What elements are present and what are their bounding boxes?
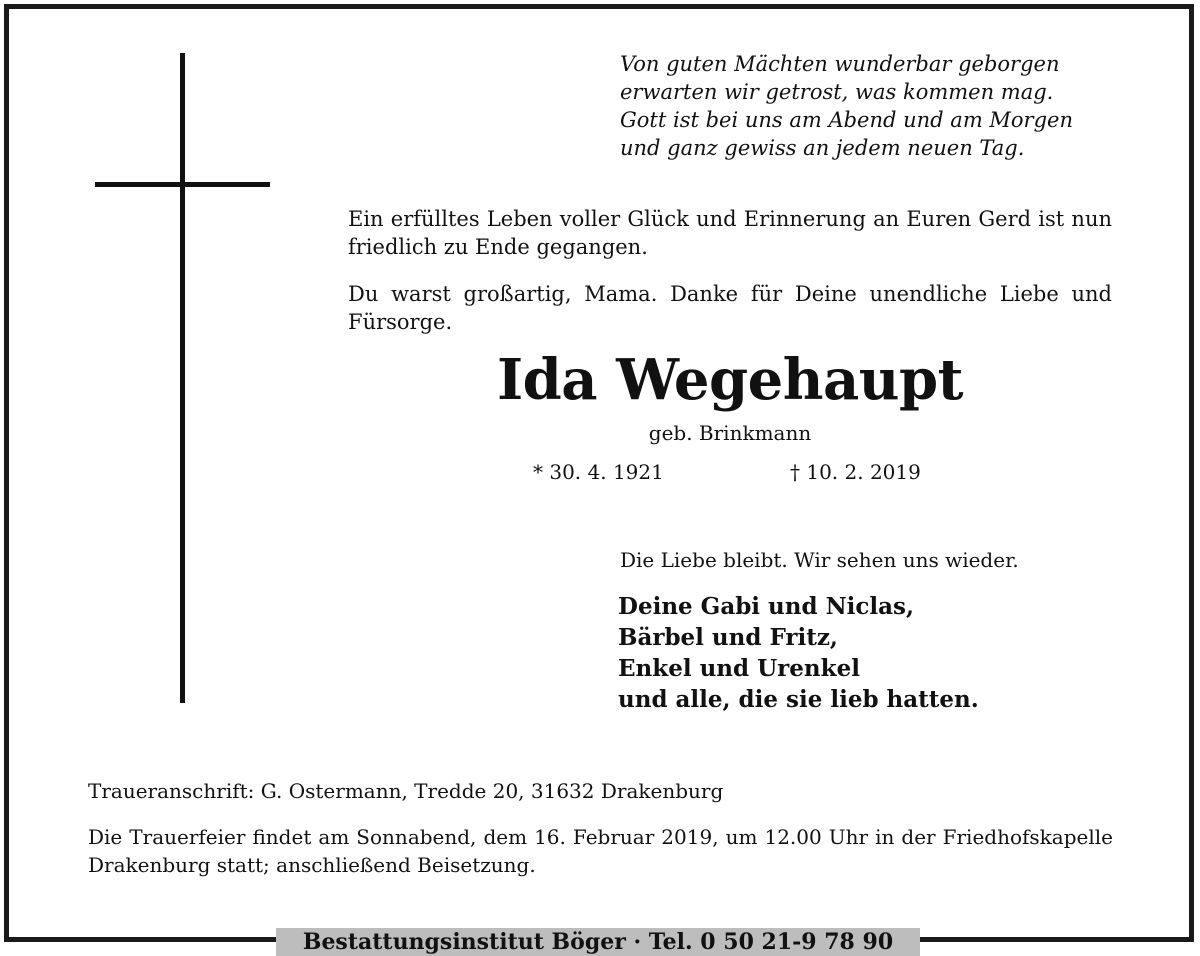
funeral-notice: Die Trauerfeier findet am Sonnabend, dem 16. Februar 2019, um 12.00 Uhr in der Friedhofskapelle Drakenburg statt; anschließend Beisetzung. <box>88 825 1113 877</box>
poem <box>620 50 1073 162</box>
poem-line: und ganz gewiss an jedem neuen Tag. <box>620 136 1025 160</box>
poem-line: Gott ist bei uns am Abend und am Morgen <box>620 108 1073 132</box>
family-line: Bärbel und Fritz, <box>618 624 838 651</box>
intro-paragraph-1: Ein erfülltes Leben voller Glück und Erinnerung an Euren Gerd ist nun friedlich zu Ende gegangen. <box>348 207 1112 259</box>
family-line: und alle, die sie lieb hatten. <box>618 686 979 713</box>
maiden-name: geb. Brinkmann <box>648 421 812 445</box>
cross-icon-horizontal-bar <box>95 182 270 187</box>
poem-line: Von guten Mächten wunderbar geborgen <box>620 52 1060 76</box>
funeral-home-footer: Bestattungsinstitut Böger · Tel. 0 50 21-9 78 90 <box>302 929 894 955</box>
family-line: Enkel und Urenkel <box>618 655 860 682</box>
deceased-name: Ida Wegehaupt <box>496 347 964 413</box>
death-date: † 10. 2. 2019 <box>790 460 921 484</box>
family-line: Deine Gabi und Niclas, <box>618 593 914 620</box>
farewell-line: Die Liebe bleibt. Wir sehen uns wieder. <box>620 548 1019 572</box>
birth-date: * 30. 4. 1921 <box>533 460 664 484</box>
poem-line: erwarten wir getrost, was kommen mag. <box>620 80 1054 104</box>
mourning-address: Traueranschrift: G. Ostermann, Tredde 20, 31632 Drakenburg <box>88 779 724 803</box>
intro-paragraph-2: Du warst großartig, Mama. Danke für Deine unendliche Liebe und Fürsorge. <box>348 282 1112 334</box>
family-signatures <box>618 591 979 715</box>
